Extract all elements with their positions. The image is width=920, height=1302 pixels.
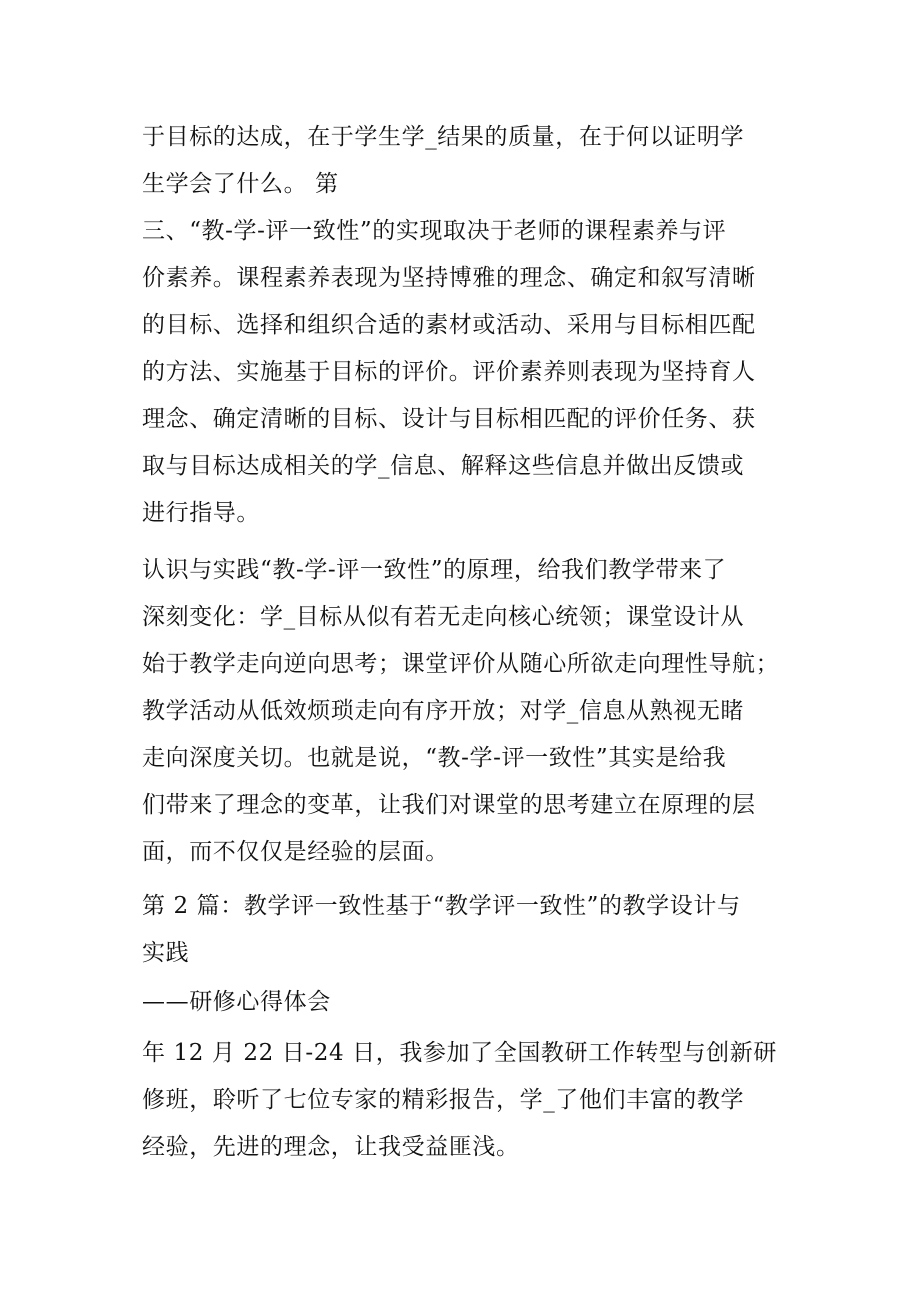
text-line: 进行指导。 bbox=[142, 500, 260, 526]
text-line: 始于教学走向逆向思考；课堂评价从随心所欲走向理性导航； bbox=[142, 651, 780, 677]
text-line: 年 12 月 22 日-24 日，我参加了全国教研工作转型与创新研 bbox=[142, 1040, 777, 1066]
text-line: 的目标、选择和组织合适的素材或活动、采用与目标相匹配 bbox=[142, 312, 756, 338]
section-heading: 第 2 篇：教学评一致性基于“教学评一致性”的教学设计与 bbox=[142, 893, 741, 919]
text-line: 于目标的达成，在于学生学_结果的质量，在于何以证明学 bbox=[142, 124, 745, 150]
text-line: 面，而不仅仅是经验的层面。 bbox=[142, 839, 449, 865]
text-line: 取与目标达成相关的学_信息、解释这些信息并做出反馈或 bbox=[142, 453, 745, 479]
text-line: 深刻变化：学_目标从似有若无走向核心统领；课堂设计从 bbox=[142, 604, 745, 630]
text-line: 们带来了理念的变革，让我们对课堂的思考建立在原理的层 bbox=[142, 792, 756, 818]
text-line: 走向深度关切。也就是说，“教-学-评一致性”其实是给我 bbox=[142, 745, 727, 771]
text-line: 修班，聆听了七位专家的精彩报告，学_了他们丰富的教学 bbox=[142, 1087, 745, 1113]
text-line: 经验，先进的理念，让我受益匪浅。 bbox=[142, 1134, 520, 1160]
text-line: 价素养。课程素养表现为坚持博雅的理念、确定和叙写清晰 bbox=[142, 265, 756, 291]
text-line: 的方法、实施基于目标的评价。评价素养则表现为坚持育人 bbox=[142, 359, 756, 385]
text-line: 三、“教-学-评一致性”的实现取决于老师的课程素养与评 bbox=[142, 218, 727, 244]
text-line: 认识与实践“教-学-评一致性”的原理，给我们教学带来了 bbox=[142, 557, 727, 583]
section-heading-cont: 实践 bbox=[142, 940, 190, 966]
text-line: 教学活动从低效烦琐走向有序开放；对学_信息从熟视无睹 bbox=[142, 698, 745, 724]
text-line: 理念、确定清晰的目标、设计与目标相匹配的评价任务、获 bbox=[142, 406, 756, 432]
subtitle: ——研修心得体会 bbox=[142, 989, 331, 1015]
text-line: 生学会了什么。 第 bbox=[142, 171, 339, 197]
